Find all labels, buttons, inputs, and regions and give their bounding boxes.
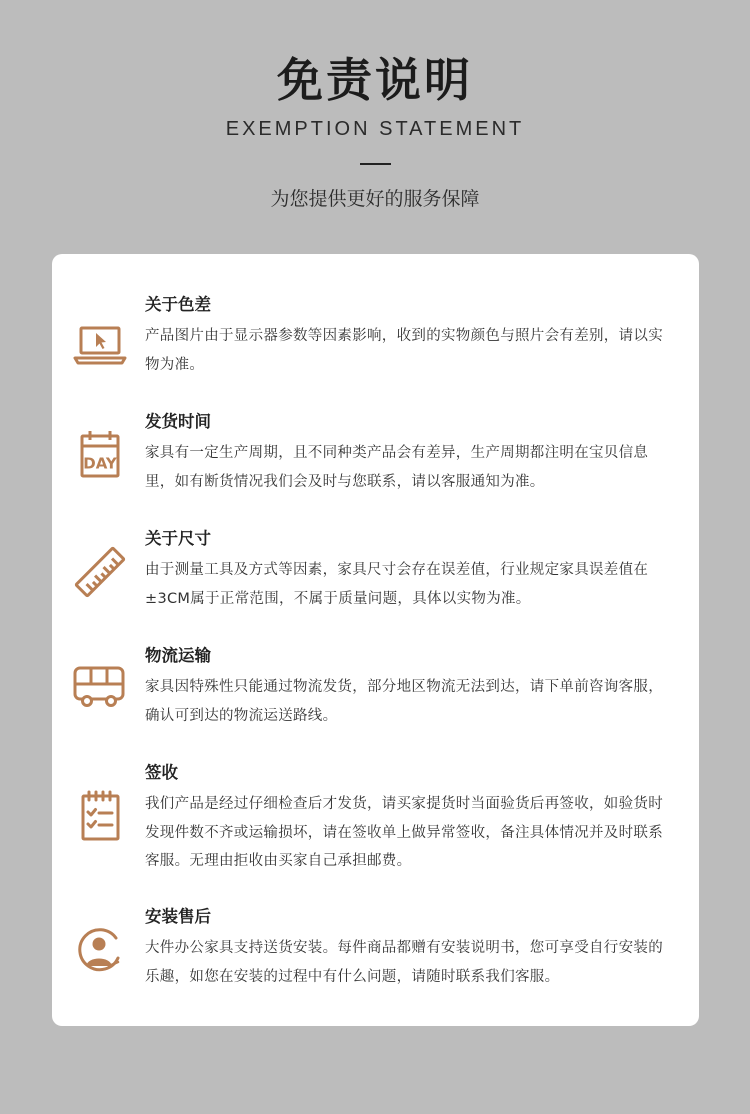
statement-description: 产品图片由于显示器参数等因素影响，收到的实物颜色与照片会有差别，请以实物为准。 <box>145 328 663 373</box>
statement-text <box>145 411 677 496</box>
calendar-day-label: DAY <box>83 454 117 473</box>
title-divider <box>360 163 391 165</box>
statement-heading: 关于尺寸 <box>145 529 211 548</box>
checklist-icon <box>72 788 128 844</box>
page-tagline: 为您提供更好的服务保障 <box>270 188 480 210</box>
statement-text <box>145 762 677 876</box>
bus-icon <box>72 659 128 715</box>
statement-description: 我们产品是经过仔细检查后才发货，请买家提货时当面验货后再签收，如验货时发现件数不齐或运输损坏，请在签收单上做异常签收，备注具体情况并及时联系客服。无理由拒收由买家自己承担邮费。 <box>145 796 663 869</box>
statement-description: 家具因特殊性只能通过物流发货，部分地区物流无法到达，请下单前咨询客服，确认可到达的物流运送路线。 <box>145 679 663 724</box>
ruler-icon <box>72 544 128 600</box>
statement-text <box>145 645 677 730</box>
laptop-icon <box>72 316 128 372</box>
statement-heading: 发货时间 <box>145 412 211 431</box>
statement-description: 由于测量工具及方式等因素，家具尺寸会存在误差值，行业规定家具误差值在±3CM属于正常范围，不属于质量问题，具体以实物为准。 <box>145 562 649 607</box>
page-title: 免责说明 <box>277 53 473 107</box>
statement-text <box>145 528 677 613</box>
statement-description: 大件办公家具支持送货安装。每件商品都赠有安装说明书，您可享受自行安装的乐趣，如您在安装的过程中有什么问题，请随时联系我们客服。 <box>145 940 663 985</box>
statement-card <box>52 254 699 1026</box>
customer-service-icon <box>72 922 128 978</box>
statement-heading: 物流运输 <box>145 646 211 665</box>
statement-heading: 安装售后 <box>145 907 211 926</box>
page-subtitle-en: EXEMPTION STATEMENT <box>225 118 525 140</box>
statement-text <box>145 906 677 991</box>
statement-description: 家具有一定生产周期，且不同种类产品会有差异，生产周期都注明在宝贝信息里，如有断货情况我们会及时与您联系，请以客服通知为准。 <box>145 445 649 490</box>
statement-heading: 签收 <box>145 763 178 782</box>
statement-heading: 关于色差 <box>145 295 211 314</box>
page-header <box>0 0 750 254</box>
calendar-day-icon <box>72 427 128 483</box>
statement-text <box>145 294 677 379</box>
